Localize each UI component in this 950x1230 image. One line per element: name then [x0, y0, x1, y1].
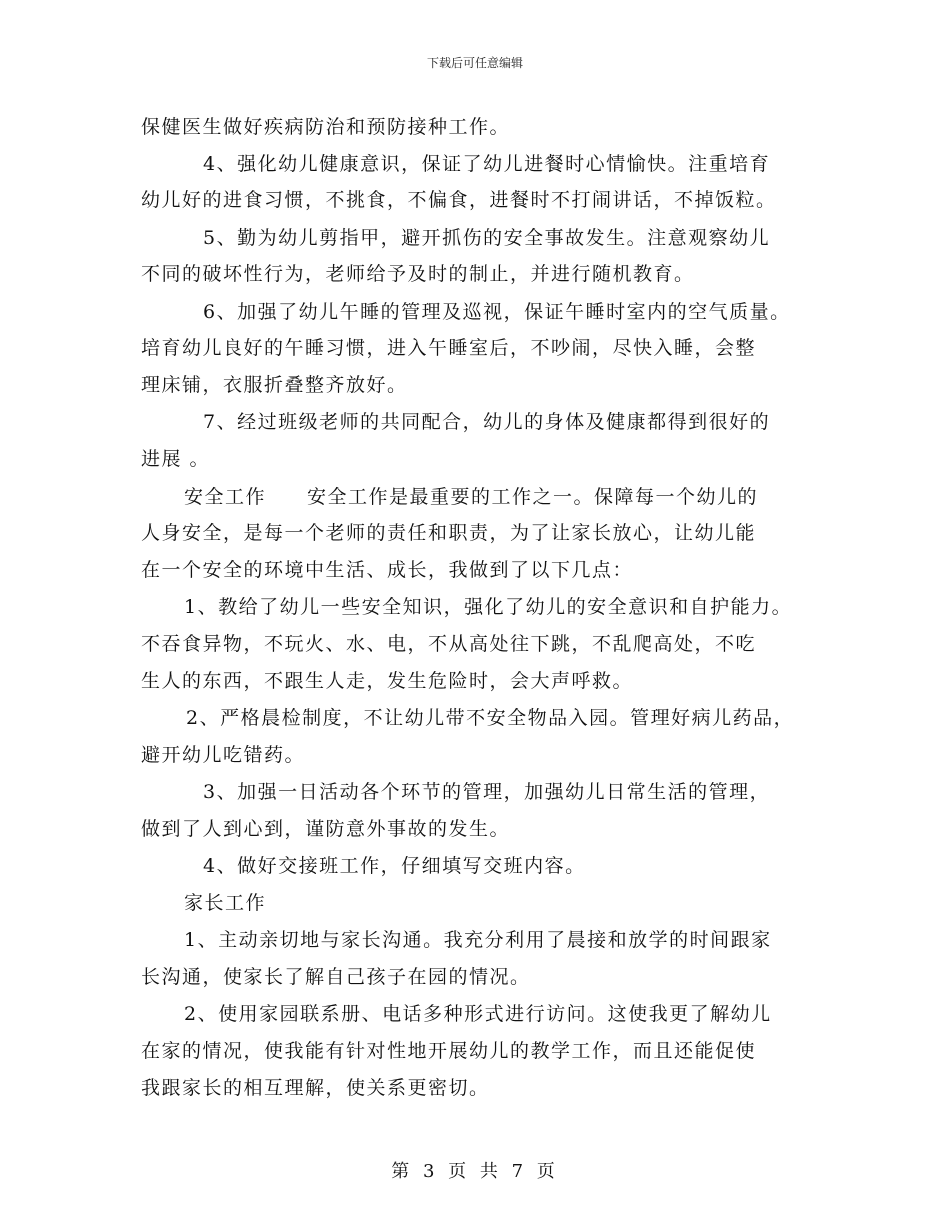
text-line: 4、做好交接班工作，仔细填写交班内容。 — [203, 855, 586, 877]
text-line: 不同的破坏性行为，老师给予及时的制止，并进行随机教育。 — [141, 263, 695, 285]
page-number-footer: 第 3 页 共 7 页 — [391, 1161, 559, 1182]
text-line: 人身安全，是每一个老师的责任和职责，为了让家长放心，让幼儿能 — [141, 522, 757, 544]
text-line: 生人的东西，不跟生人走，发生危险时，会大声呼救。 — [141, 670, 634, 692]
text-line: 在一个安全的环境中生活、成长，我做到了以下几点： — [141, 559, 634, 581]
text-line: 不吞食异物，不玩火、水、电，不从高处往下跳，不乱爬高处，不吃 — [141, 633, 757, 655]
text-line: 7、经过班级老师的共同配合，幼儿的身体及健康都得到很好的 — [203, 411, 771, 433]
text-line: 在家的情况，使我能有针对性地开展幼儿的教学工作，而且还能促使 — [141, 1040, 757, 1062]
text-line: 6、加强了幼儿午睡的管理及巡视，保证午睡时室内的空气质量。 — [203, 301, 791, 323]
section-heading-parents: 家长工作 — [184, 892, 267, 914]
text-line: 幼儿好的进食习惯，不挑食，不偏食，进餐时不打闹讲话，不掉饭粒。 — [141, 189, 777, 211]
text-line: 5、勤为幼儿剪指甲，避开抓伤的安全事故发生。注意观察幼儿 — [203, 227, 771, 249]
section-heading-safety: 安全工作 安全工作是最重要的工作之一。保障每一个幼儿的 — [184, 486, 759, 508]
text-line: 理床铺，衣服折叠整齐放好。 — [141, 374, 408, 396]
text-line: 培育幼儿良好的午睡习惯，进入午睡室后，不吵闹，尽快入睡，会整 — [141, 337, 757, 359]
text-line: 保健医生做好疾病防治和预防接种工作。 — [141, 116, 511, 138]
text-line: 1、教给了幼儿一些安全知识，强化了幼儿的安全意识和自护能力。 — [184, 596, 793, 618]
text-line: 4、强化幼儿健康意识，保证了幼儿进餐时心情愉快。注重培育 — [203, 153, 771, 175]
text-line: 长沟通，使家长了解自己孩子在园的情况。 — [141, 966, 531, 988]
text-line: 3、加强一日活动各个环节的管理，加强幼儿日常生活的管理， — [203, 781, 771, 803]
page-header-note: 下载后可任意编辑 — [426, 56, 523, 70]
text-line: 2、严格晨检制度，不让幼儿带不安全物品入园。管理好病儿药品， — [186, 707, 795, 729]
text-line: 我跟家长的相互理解，使关系更密切。 — [141, 1077, 490, 1099]
text-line: 进展 。 — [141, 448, 211, 470]
text-line: 做到了人到心到，谨防意外事故的发生。 — [141, 818, 511, 840]
text-line: 1、主动亲切地与家长沟通。我充分利用了晨接和放学的时间跟家 — [184, 929, 772, 951]
text-line: 避开幼儿吃错药。 — [141, 744, 306, 766]
text-line: 2、使用家园联系册、电话多种形式进行访问。这使我更了解幼儿 — [184, 1003, 772, 1025]
